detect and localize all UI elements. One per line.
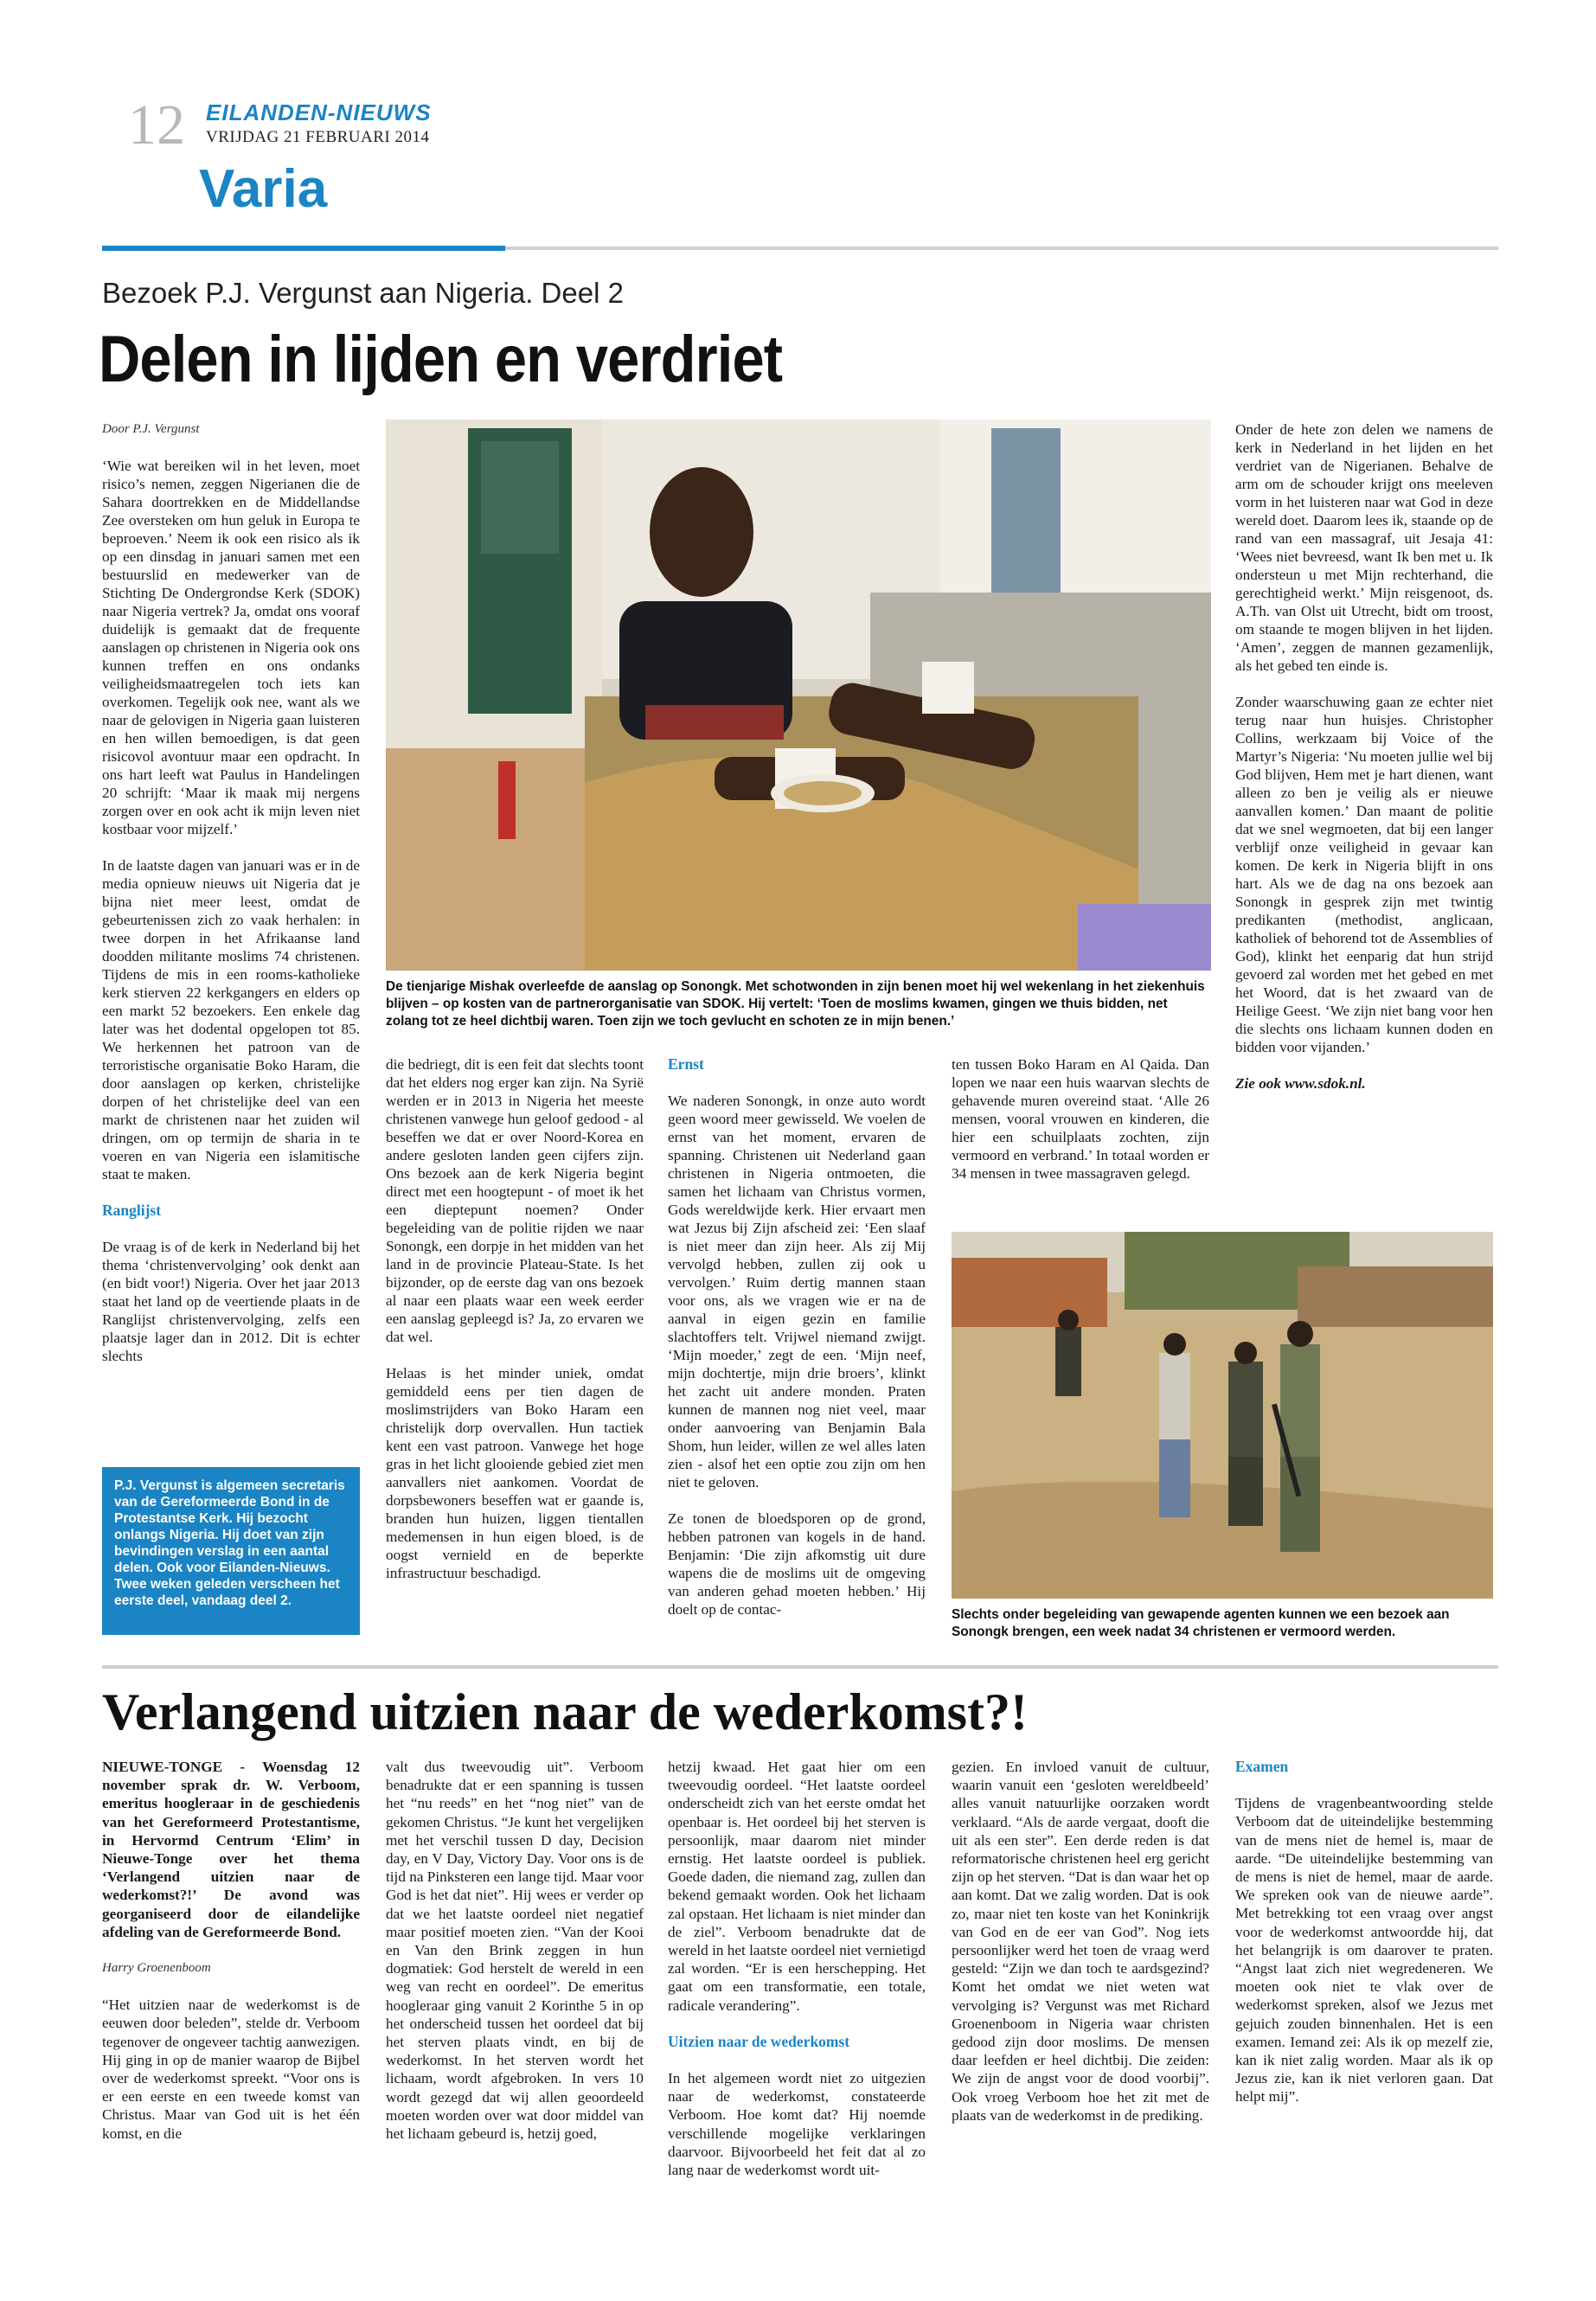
- article-column-1: [102, 420, 360, 1383]
- paragraph: “Het uitzien naar de wederkomst is de eeuwen door beleden”, stelde dr. Verboom tegenover de ongeveer tachtig aanwezigen. Hij ging in op de manier waarop de Bijbel over de wederkomst spreekt. “Voor ons is er een eerste en een tweede komst van Christus. Maar van God uit is het één komst, en die: [102, 1997, 360, 2142]
- masthead-logo: EILANDEN-NIEUWS: [206, 99, 432, 125]
- paragraph: gezien. En invloed vanuit de cultuur, waarin vanuit een ‘gesloten wereldbeeld’ alles vanuit natuurlijke oorzaken wordt verklaard. “Als de aarde vergaat, dooft die uit als een ster”. Een derde reden is dat reformatorische christenen heel erg gericht zijn op het sterven. “Dat is dan waar het op aan komt. Dat we zalig worden. Dat is ook zo, maar niet ten koste van het Koninkrijk van God en de eer van God”. Nog iets persoonlijker werd het toen de vraag werd gesteld: “Zijn we dan toch te aardsgezind? Komt het omdat we niet weten wat vervolging is? Vergunst was met Richard Groenenboom in Nigeria waar christen gedood zijn door moslims. De mensen daar leefden er heel dichtbij. Die zeiden: We zijn de angst voor de dood voorbij”. Ook vroeg Verboom hoe het zit met de plaats van de wederkomst in de prediking.: [952, 1759, 1209, 2124]
- paragraph: die bedriegt, dit is een feit dat slechts toont dat het elders nog erger kan zijn. Na Syrië werden er in 2013 in Nigeria het meeste christenen vanwege hun geloof gedood - al beseffen we dat er over Noord-Korea en andere gesloten landen geen cijfers zijn. Ons bezoek aan de kerk Nigeria begint direct met een hoogtepunt - of moet ik het een dieptepunt noemen? Onder begeleiding van de politie rijden we naar Sonongk, een dorpje in het midden van het land in de provincie Plateau-State. Is het bijzonder, op de eerste dag van ons bezoek al naar een plaats waar een week eerder een aanslag gepleegd is? Ja, zo ervaren we dat wel.: [386, 1056, 644, 1345]
- article-divider: [102, 1665, 1498, 1669]
- publication-date: VRIJDAG 21 FEBRUARI 2014: [206, 128, 430, 146]
- article2-column-4: [952, 1758, 1209, 2143]
- photo-boy-hospital: [386, 420, 1211, 971]
- subheading-uitzien: Uitzien naar de wederkomst: [668, 2032, 850, 2050]
- subheading-ernst: Ernst: [668, 1055, 704, 1073]
- paragraph: Onder de hete zon delen we namens de kerk in Nederland in het lijden en het verdriet van de Nigerianen. Behalve de arm om de schouder krijgt ons meeleven vorm in het luisteren naar wat God in deze wereld doet. Daarom lees ik, staande op de rand van een massagraf, uit Jesaja 41: ‘Wees niet bevreesd, want Ik ben met u. Ik ondersteun u met Mijn rechterhand, die gerechtigheid werkt.’ Mijn reisgenoot, ds. A.Th. van Olst uit Utrecht, bidt om troost, om staande te mogen blijven in het lijden. ‘Amen’, zeggen de mannen gezamenlijk, als het gebed ten einde is.: [1235, 421, 1493, 674]
- article2-headline: Verlangend uitzien naar de wederkomst?!: [102, 1683, 1028, 1740]
- photo-armed-agents: [952, 1232, 1493, 1599]
- section-title: Varia: [199, 159, 328, 219]
- article2-column-5: [1235, 1758, 1493, 2125]
- paragraph: In het algemeen wordt niet zo uitgezien naar de wederkomst, constateerde Verboom. Hoe komt dat? Hij noemde verschillende mogelijke verklaringen daarvoor. Bijvoorbeeld het feit dat al zo lang naar de wederkomst wordt uit-: [668, 2070, 926, 2179]
- article2-column-1: [102, 1758, 360, 2161]
- paragraph: ten tussen Boko Haram en Al Qaida. Dan lopen we naar een huis waarvan slechts de gehavende muren overeind staat. ‘Alle 26 mensen, vooral vrouwen en kinderen, die hier een schuilplaats zochten, zijn vermoord en verbrand.’ In totaal worden er 34 mensen in twee massagraven gelegd.: [952, 1056, 1209, 1182]
- section-rule: [505, 247, 1498, 250]
- article2-lead: NIEUWE-TONGE - Woensdag 12 november sprak dr. W. Verboom, emeritus hoogleraar in de geschiedenis van het Gereformeerd Protestantisme, in Hervormd Centrum ‘Elim’ in Nieuwe-Tonge over het thema ‘Verlangend uitzien naar de wederkomst?!’ De avond was georganiseerd door de eilandelijke afdeling van de Gereformeerde Bond.: [102, 1759, 360, 1940]
- photo-boy-hospital-image: [386, 420, 1211, 971]
- article2-column-2: [386, 1758, 644, 2161]
- paragraph: valt dus tweevoudig uit”. Verboom benadrukte dat er een spanning is tussen het “nu reeds” en het “nog niet” van de gekomen Christus. “Je kunt het vergelijken met het verschil tussen D day, Decision day, en V Day, Victory Day. Voor ons is de tijd na Pinksteren een lange tijd. Maar voor God is het dat niet”. Hij wees er verder op dat we het laatste oordeel niet negatief maar positief moeten zien. “Van der Kooi en Van den Brink zeggen in hun dogmatiek: God herstelt de wereld in een weg van recht en oordeel”. De emeritus hoogleraar ging vanuit 2 Korinthe 5 in op het onderscheid tussen het oordeel dat bij het sterven plaats vindt, en bij de wederkomst. In het sterven wordt het lichaam, wordt afgebroken. In vers 10 wordt gezegd dat wij allen geoordeeld moeten worden over wat door middel van het lichaam gebeurd is, hetzij goed,: [386, 1759, 644, 2143]
- photo-caption-agents: Slechts onder begeleiding van gewapende agenten kunnen we een bezoek aan Sonongk brengen, een week nadat 34 christenen er vermoord werden.: [952, 1607, 1450, 1639]
- photo-armed-agents-image: [952, 1232, 1493, 1599]
- see-also-link[interactable]: Zie ook www.sdok.nl.: [1235, 1075, 1366, 1092]
- photo-caption-boy: De tienjarige Mishak overleefde de aanslag op Sonongk. Met schotwonden in zijn benen moet hij wel wekenlang in het ziekenhuis blijven – op kosten van de partnerorganisatie van SDOK. Hij vertelt: ‘Toen de moslims kwamen, gingen we thuis bidden, net zolang tot ze heel dichtbij waren. Toen zijn we toch gevlucht en schoten ze in mijn benen.’: [386, 979, 1205, 1029]
- author-bio-box: P.J. Vergunst is algemeen secretaris van de Gereformeerde Bond in de Protestantse Kerk. Hij bezocht onlangs Nigeria. Hij doet van zijn bevindingen verslag in een aantal delen. Ook voor Eilanden-Nieuws. Twee weken geleden verscheen het eerste deel, vandaag deel 2.: [102, 1467, 360, 1635]
- paragraph: In de laatste dagen van januari was er in de media opnieuw nieuws uit Nigeria dat je bijna niet meer leest, omdat de gebeurtenissen zich zo vaak herhalen: in twee dorpen in het Afrikaanse land doodden militante moslims 74 christenen. Tijdens de mis in een rooms-katholieke kerk stierven 22 kerkgangers en elders op een markt 52 bezoekers. Een enkele dag later was het dodental opgelopen tot 85. We herkennen het patroon van de terroristische organisatie Boko Haram, die door aanslagen op kerken, christelijke dorpen of het christelijke deel van een markt de christenen naar het zuiden wil dringen, om op termijn de sharia in te voeren en van Nigeria een islamitische staat te maken.: [102, 857, 360, 1183]
- paragraph: Helaas is het minder uniek, omdat gemiddeld eens per tien dagen de moslimstrijders van Boko Haram een christelijk dorp overvallen. Hun tactiek kent een vast patroon. Vanwege het hoge gras in het licht glooiende gebied ziet men aanvallers niet aankomen. Voordat de dorpsbewoners beseffen wat er gaande is, branden hun huizen, liggen tientallen medemensen in hun eigen bloed, is de oogst vernield en de beperkte infrastructuur beschadigd.: [386, 1365, 644, 1581]
- paragraph: Tijdens de vragenbeantwoording stelde Verboom dat de uiteindelijke bestemming van de mens niet de hemel is, maar de aarde. “De uiteindelijke bestemming van de mens is niet de hemel, maar de aarde. We spreken ook van de nieuwe aarde”. Met betrekking tot een vraag over angst voor de wederkomst antwoordde hij, dat het belangrijk is om daarover te praten. “Angst laat zich niet wegredeneren. We moeten ook niet te vlak over de wederkomst spreken, alsof we Jezus met gejuich zouden binnenhalen. Het is een examen. Iemand zei: Als ik op mezelf zie, kan ik niet zalig worden. Maar als ik op Jezus zie, kan ik niet verloren gaan. Dat helpt mij”.: [1235, 1795, 1493, 2106]
- article-column-2: [386, 1055, 644, 1600]
- paragraph: De vraag is of de kerk in Nederland bij het thema ‘christenvervolging’ ook denkt aan (en bidt voor!) Nigeria. Over het jaar 2013 staat het land op de veertiende plaats in de Ranglijst christenvervolging, zelfs een plaatsje lager dan in 2012. Dit is echter slechts: [102, 1239, 360, 1364]
- article-byline: Door P.J. Vergunst: [102, 422, 200, 436]
- paragraph: Ze tonen de bloedsporen op de grond, hebben patronen van kogels in de hand. Benjamin: ‘Die zijn afkomstig uit dure wapens die de moslims uit de omgeving van anderen gehad moeten hebben.’ Hij doelt op de contac-: [668, 1510, 926, 1618]
- article2-byline: Harry Groenenboom: [102, 1961, 211, 1976]
- article-kicker: Bezoek P.J. Vergunst aan Nigeria. Deel 2: [102, 277, 624, 309]
- paragraph: hetzij kwaad. Het gaat hier om een tweevoudig oordeel. “Het laatste oordeel onderscheidt zich van het eerste omdat het openbaar is. Het oordeel bij het sterven is persoonlijk, maar daarom niet minder ernstig. Het laatste oordeel is publiek. Goede daden, die niemand zag, zullen dan bekend gemaakt worden. Ook het lichaam zal opstaan. Het lichaam is niet minder dan de ziel”. Verboom benadrukte dat de wereld in het laatste oordeel niet vernietigd zal worden. “Er is een herschepping. Het gaat om een transformatie, een totale, radicale verandering”.: [668, 1759, 926, 2014]
- article-column-3: [668, 1055, 926, 1637]
- paragraph: Zonder waarschuwing gaan ze echter niet terug naar hun huisjes. Christopher Collins, werkzaam bij Voice of the Martyr’s Nigeria: ‘Nu moeten jullie wel bij God blijven, Hem met je hart dienen, want alleen zo ben je veilig als er nieuwe aanvallen komen.’ Dan maant de politie dat we snel wegmoeten, dat bij een langer verblijf onze veiligheid in gevaar kan komen. De kerk in Nigeria blijft in ons hart. Als we de dag na ons bezoek aan Sonongk in gesprek zijn met twintig predikanten (methodist, anglicaan, katholiek of behorend tot de Assemblies of God), klinkt het eenparig dat hun strijd gevoerd zal worden met het gebed en met het Woord, dat is het zwaard van de Heilige Geest. ‘We zijn niet bang voor hen die slechts ons lichaam kunnen doden en bidden voor vijanden.’: [1235, 694, 1493, 1055]
- article-headline: Delen in lijden en verdriet: [99, 323, 783, 396]
- article-column-5: [1235, 420, 1493, 1111]
- paragraph: We naderen Sonongk, in onze auto wordt geen woord meer gewisseld. We voelen de ernst van het moment, ervaren de spanning. Christenen uit Nederland gaan christenen in Nigeria ontmoeten, die samen het lichaam van Christus vormen, Gods wereldwijde kerk. Hier ervaart men wat Jezus bij Zijn afscheid zei: ‘Een slaaf is niet meer dan zijn heer. Als zij Mij vervolgd hebben, zullen zij ook u vervolgen.’ Ruim dertig mannen staan voor ons, als we vragen wie er na de aanval in eigen gezin en familie slachtoffers telt. Vrijwel niemand zwijgt. ‘Mijn moeder,’ zegt de een. ‘Mijn neef, mijn dochtertje, mijn drie broers’, klinkt het zacht uit andere monden. Praten kunnen de mannen nog niet veel, maar onder aanvoering van Benjamin Bala Shom, hun leider, willen ze wel alles laten zien - alsof het een optie zou zijn om hen niet te geloven.: [668, 1093, 926, 1490]
- subheading-examen: Examen: [1235, 1758, 1289, 1775]
- paragraph: ‘Wie wat bereiken wil in het leven, moet risico’s nemen, zeggen Nigerianen die de Sahara doortrekken en de Middellandse Zee oversteken om hun geluk in Europa te beproeven.’ Neem ik ook een risico als ik op een dinsdag in januari samen met een bestuurslid en medewerker van de Stichting De Ondergrondse Kerk (SDOK) naar Nigeria vertrek? Ja, omdat ons vooraf duidelijk is gemaakt dat de frequente aanslagen op christenen in Nigeria ook ons kunnen treffen en ons ondanks veiligheidsmaatregelen toch iets kan overkomen. Tegelijk ook nee, want als we naar de gelovigen in Nigeria gaan luisteren en hen willen bemoedigen, is dat geen risicovol avontuur maar een opdracht. In ons hart leeft wat Paulus in Handelingen 20 schrijft: ‘Maar ik maak mij nergens zorgen over en ook acht ik mijn leven niet kostbaar voor mijzelf.’: [102, 458, 360, 837]
- page-number: 12: [128, 93, 185, 157]
- article2-column-3: [668, 1758, 926, 2197]
- article-column-4: [952, 1055, 1209, 1201]
- subheading-ranglijst: Ranglijst: [102, 1202, 162, 1219]
- section-rule-accent: [102, 246, 505, 251]
